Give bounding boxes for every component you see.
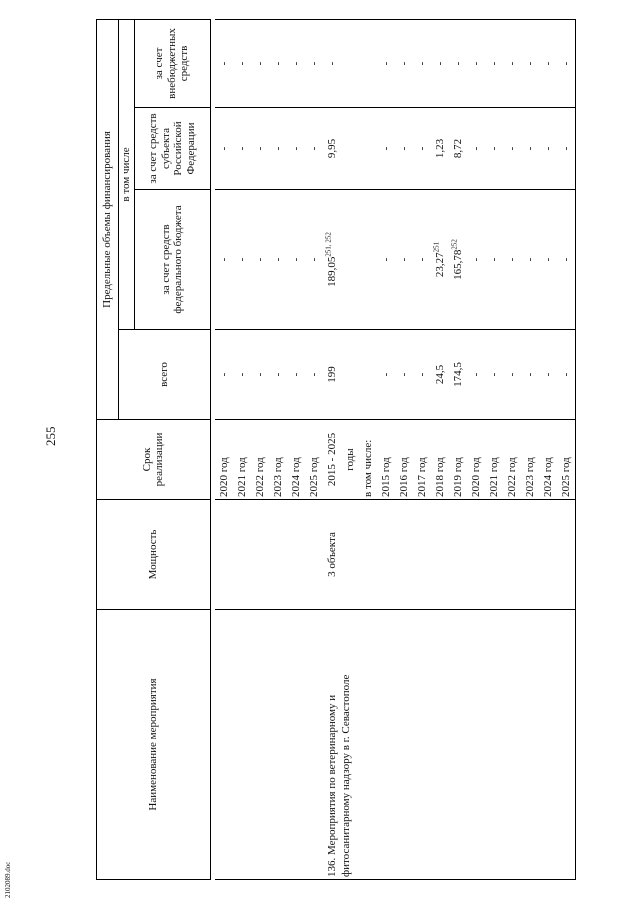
total-cell: - [557, 330, 576, 420]
federal-cell: - [557, 190, 576, 330]
including-label: в том числе: [359, 420, 377, 500]
period-cell: 2018 год [431, 420, 449, 500]
period-cell: 2020 год [467, 420, 485, 500]
regional-cell: - [395, 108, 413, 190]
extra-cell: - [395, 19, 413, 107]
total-cell: - [233, 330, 251, 420]
table-row [395, 19, 413, 879]
table-row [251, 19, 269, 879]
name-cell [521, 610, 539, 880]
federal-cell [359, 190, 377, 330]
table-row [521, 19, 539, 879]
period-cell: 2024 год [287, 420, 305, 500]
period-cell: 2025 год [557, 420, 576, 500]
total-cell: 24,5 [431, 330, 449, 420]
header-regional: за счет средств субъекта Российской Федерации [134, 108, 210, 190]
federal-cell: - [305, 190, 323, 330]
capacity-cell [431, 500, 449, 610]
extra-cell: - [287, 19, 305, 107]
name-cell [395, 610, 413, 880]
period-cell: 2021 год [485, 420, 503, 500]
regional-cell: - [521, 108, 539, 190]
capacity-cell [467, 500, 485, 610]
item-extra: - [323, 19, 341, 107]
regional-cell [341, 108, 359, 190]
total-cell: - [251, 330, 269, 420]
name-cell [431, 610, 449, 880]
total-cell: - [395, 330, 413, 420]
capacity-cell [539, 500, 557, 610]
name-cell [557, 610, 576, 880]
federal-cell-footnote: 251 [431, 241, 440, 253]
federal-cell: - [287, 190, 305, 330]
rotated-page [96, 20, 616, 880]
federal-cell: - [539, 190, 557, 330]
name-cell [449, 610, 467, 880]
table-row [449, 19, 467, 879]
table-row [557, 19, 576, 879]
table-row [287, 19, 305, 879]
extra-cell: - [557, 19, 576, 107]
extra-cell: - [269, 19, 287, 107]
item-capacity: 3 объекта [323, 500, 377, 610]
header-total: всего [119, 330, 211, 420]
table-row [215, 19, 233, 879]
federal-cell: 165,78$^{252}$ [449, 190, 467, 330]
item-row [323, 19, 341, 879]
table-row [503, 19, 521, 879]
extra-cell: - [521, 19, 539, 107]
period-cell: 2019 год [449, 420, 467, 500]
period-cell: 2016 год [395, 420, 413, 500]
table-row [377, 19, 395, 879]
regional-cell: - [269, 108, 287, 190]
total-cell: - [413, 330, 431, 420]
federal-cell: - [377, 190, 395, 330]
extra-cell: - [233, 19, 251, 107]
period-cell: 2022 год [503, 420, 521, 500]
regional-cell: - [287, 108, 305, 190]
header-name: Наименование мероприятия [97, 610, 211, 880]
federal-cell: - [251, 190, 269, 330]
regional-cell: - [233, 108, 251, 190]
name-cell [287, 610, 305, 880]
header-funding: Предельные объемы финансирования [97, 19, 119, 419]
period-cell: 2020 год [215, 420, 233, 500]
table-body [210, 19, 575, 879]
page-number: 255 [43, 426, 58, 446]
extra-cell [359, 19, 377, 107]
period-cell: 2015 год [377, 420, 395, 500]
total-cell [359, 330, 377, 420]
name-cell [539, 610, 557, 880]
name-cell [233, 610, 251, 880]
extra-cell: - [467, 19, 485, 107]
header-capacity: Мощность [97, 500, 211, 610]
table-row [467, 19, 485, 879]
regional-cell: - [485, 108, 503, 190]
table-row [413, 19, 431, 879]
federal-cell: - [467, 190, 485, 330]
federal-cell [341, 190, 359, 330]
item-federal: 189,05$^{251, 252}$ [323, 190, 341, 330]
total-cell: - [377, 330, 395, 420]
regional-cell: - [413, 108, 431, 190]
federal-cell: - [503, 190, 521, 330]
name-cell [251, 610, 269, 880]
name-cell [485, 610, 503, 880]
extra-cell: - [503, 19, 521, 107]
extra-cell [341, 19, 359, 107]
capacity-cell [287, 500, 305, 610]
total-cell: - [485, 330, 503, 420]
period-cell: 2021 год [233, 420, 251, 500]
federal-cell: 23,27$^{251}$ [431, 190, 449, 330]
period-cell: 2023 год [521, 420, 539, 500]
period-cell: 2025 год [305, 420, 323, 500]
extra-cell: - [431, 19, 449, 107]
extra-cell: - [377, 19, 395, 107]
extra-cell: - [215, 19, 233, 107]
header-federal: за счет средств федерального бюджета [134, 190, 210, 330]
capacity-cell [377, 500, 395, 610]
name-cell [413, 610, 431, 880]
total-cell: - [305, 330, 323, 420]
extra-cell: - [539, 19, 557, 107]
regional-cell: 1,23 [431, 108, 449, 190]
funding-table [96, 19, 576, 880]
total-cell: - [521, 330, 539, 420]
regional-cell: - [377, 108, 395, 190]
extra-cell: - [449, 19, 467, 107]
regional-cell: - [467, 108, 485, 190]
total-cell: - [269, 330, 287, 420]
footer-file-code: 2102089.doc [4, 861, 12, 898]
header-extra: за счет внебюджетных средств [134, 19, 210, 107]
capacity-cell [521, 500, 539, 610]
regional-cell [359, 108, 377, 190]
capacity-cell [251, 500, 269, 610]
capacity-cell [503, 500, 521, 610]
regional-cell: 8,72 [449, 108, 467, 190]
item-period: 2015 - 2025 [323, 420, 341, 500]
period-cell: 2024 год [539, 420, 557, 500]
regional-cell: - [215, 108, 233, 190]
period-cell: 2017 год [413, 420, 431, 500]
capacity-cell [269, 500, 287, 610]
item-name: 136. Мероприятия по ветеринарному и фитосанитарному надзору в г. Севастополе [323, 610, 377, 880]
table-row [233, 19, 251, 879]
total-cell: - [539, 330, 557, 420]
capacity-cell [215, 500, 233, 610]
federal-cell: - [413, 190, 431, 330]
name-cell [467, 610, 485, 880]
table-row [305, 19, 323, 879]
capacity-cell [305, 500, 323, 610]
capacity-cell [413, 500, 431, 610]
table-row [269, 19, 287, 879]
name-cell [503, 610, 521, 880]
item-federal-footnote: 251, 252 [323, 232, 332, 257]
regional-cell: - [539, 108, 557, 190]
total-cell: - [215, 330, 233, 420]
item-regional: 9,95 [323, 108, 341, 190]
total-cell: - [503, 330, 521, 420]
total-cell: - [287, 330, 305, 420]
federal-cell: - [521, 190, 539, 330]
name-cell [305, 610, 323, 880]
period-cell: 2022 год [251, 420, 269, 500]
federal-cell-footnote: 252 [449, 239, 458, 250]
regional-cell: - [305, 108, 323, 190]
capacity-cell [449, 500, 467, 610]
total-cell: - [467, 330, 485, 420]
header-including: в том числе [119, 19, 135, 329]
total-cell [341, 330, 359, 420]
extra-cell: - [305, 19, 323, 107]
extra-cell: - [485, 19, 503, 107]
capacity-cell [485, 500, 503, 610]
extra-cell: - [413, 19, 431, 107]
table-header [97, 19, 211, 879]
regional-cell: - [251, 108, 269, 190]
item-period-years: годы [341, 420, 359, 500]
table-row [431, 19, 449, 879]
item-total: 199 [323, 330, 341, 420]
regional-cell: - [557, 108, 576, 190]
table-row [539, 19, 557, 879]
federal-cell: - [395, 190, 413, 330]
capacity-cell [395, 500, 413, 610]
table-row [485, 19, 503, 879]
name-cell [269, 610, 287, 880]
federal-cell: - [215, 190, 233, 330]
regional-cell: - [503, 108, 521, 190]
federal-cell: - [269, 190, 287, 330]
header-period: Срок реализации [97, 420, 211, 500]
federal-cell: - [485, 190, 503, 330]
capacity-cell [557, 500, 576, 610]
period-cell: 2023 год [269, 420, 287, 500]
total-cell: 174,5 [449, 330, 467, 420]
capacity-cell [233, 500, 251, 610]
extra-cell: - [251, 19, 269, 107]
federal-cell: - [233, 190, 251, 330]
name-cell [377, 610, 395, 880]
name-cell [215, 610, 233, 880]
